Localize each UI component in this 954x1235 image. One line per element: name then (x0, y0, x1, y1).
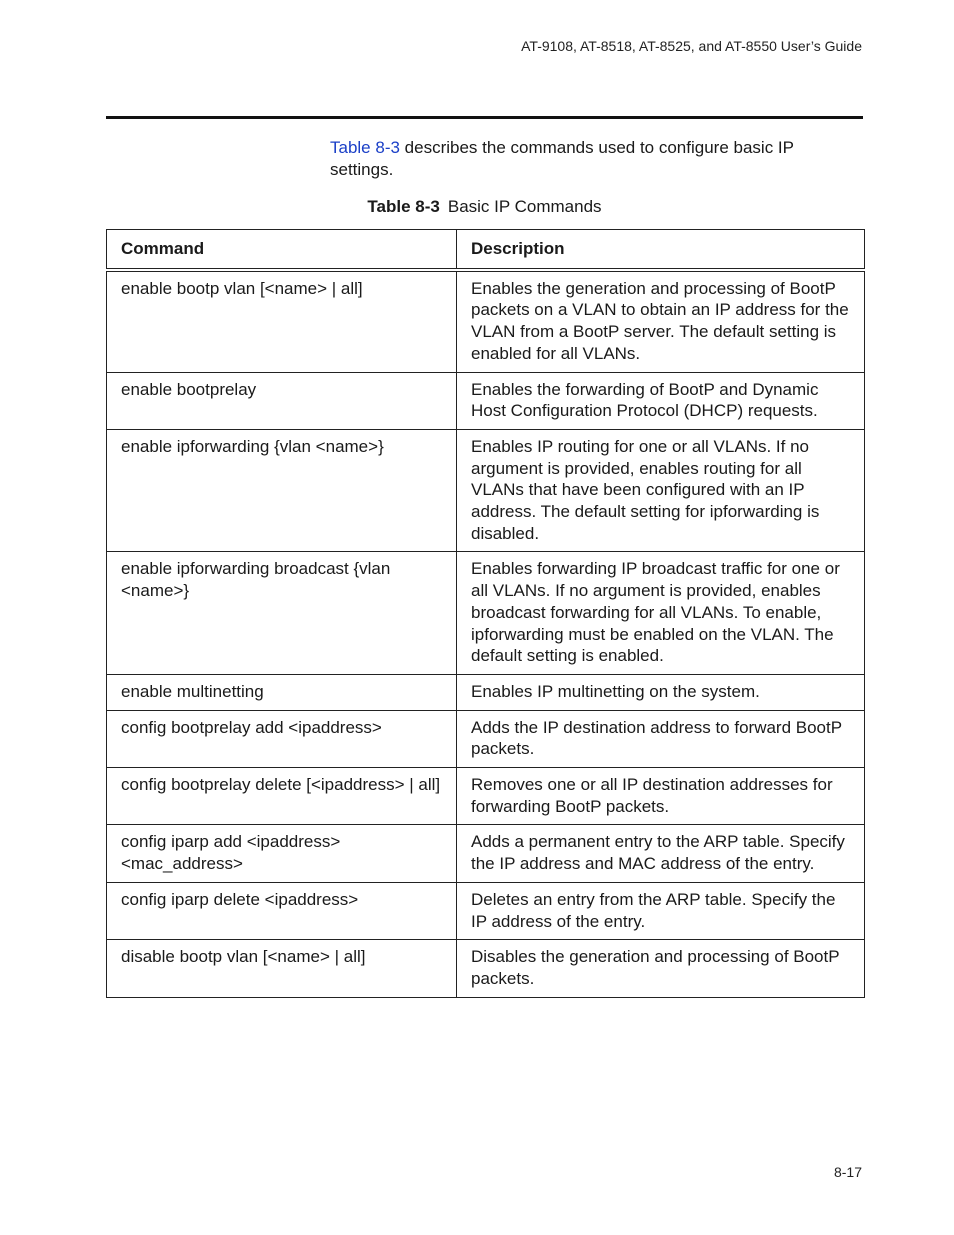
table-row (107, 552, 865, 675)
command-cell: config iparp delete <ipaddress> (107, 882, 457, 939)
command-cell: config bootprelay delete [<ipaddress> | all] (107, 768, 457, 825)
table-row (107, 429, 865, 552)
description-cell: Enables IP multinetting on the system. (457, 674, 865, 710)
table-row (107, 768, 865, 825)
table-caption-number: Table 8-3 (367, 197, 440, 216)
table-row (107, 882, 865, 939)
description-cell: Deletes an entry from the ARP table. Specify the IP address of the entry. (457, 882, 865, 939)
command-cell: config bootprelay add <ipaddress> (107, 710, 457, 767)
description-cell: Enables forwarding IP broadcast traffic for one or all VLANs. If no argument is provided, enables broadcast forwarding for all VLANs. To enable, ipforwarding must be enabled on the VLAN. The default setting is enabled. (457, 552, 865, 675)
table-row (107, 825, 865, 882)
table-row (107, 372, 865, 429)
table-caption (106, 196, 863, 218)
intro-paragraph (330, 137, 830, 181)
page-number: 8-17 (833, 1164, 862, 1180)
running-header: AT-9108, AT-8518, AT-8525, and AT-8550 User’s Guide (521, 38, 862, 54)
table-header-row (107, 230, 865, 270)
command-cell: enable bootp vlan [<name> | all] (107, 270, 457, 372)
table-row (107, 940, 865, 997)
header-rule (106, 116, 863, 119)
command-cell: enable ipforwarding {vlan <name>} (107, 429, 457, 552)
description-cell: Adds a permanent entry to the ARP table. Specify the IP address and MAC address of the entry. (457, 825, 865, 882)
description-cell: Adds the IP destination address to forward BootP packets. (457, 710, 865, 767)
command-cell: enable multinetting (107, 674, 457, 710)
table-row (107, 674, 865, 710)
basic-ip-commands-table (106, 229, 865, 998)
description-cell: Enables IP routing for one or all VLANs. If no argument is provided, enables routing for all VLANs that have been configured with an IP address. The default setting for ipforwarding is disabled. (457, 429, 865, 552)
column-header-description: Description (457, 230, 865, 270)
table-caption-title: Basic IP Commands (447, 197, 602, 216)
command-cell: enable ipforwarding broadcast {vlan <name>} (107, 552, 457, 675)
column-header-command: Command (107, 230, 457, 270)
intro-text: describes the commands used to configure basic IP settings. (330, 138, 794, 179)
description-cell: Enables the generation and processing of BootP packets on a VLAN to obtain an IP address for the VLAN from a BootP server. The default setting is enabled for all VLANs. (457, 270, 865, 372)
table-cross-reference-link[interactable]: Table 8-3 (330, 138, 400, 157)
command-cell: enable bootprelay (107, 372, 457, 429)
table-row (107, 270, 865, 372)
command-cell: config iparp add <ipaddress> <mac_address> (107, 825, 457, 882)
command-cell: disable bootp vlan [<name> | all] (107, 940, 457, 997)
table-row (107, 710, 865, 767)
description-cell: Disables the generation and processing of BootP packets. (457, 940, 865, 997)
description-cell: Enables the forwarding of BootP and Dynamic Host Configuration Protocol (DHCP) requests. (457, 372, 865, 429)
description-cell: Removes one or all IP destination addresses for forwarding BootP packets. (457, 768, 865, 825)
